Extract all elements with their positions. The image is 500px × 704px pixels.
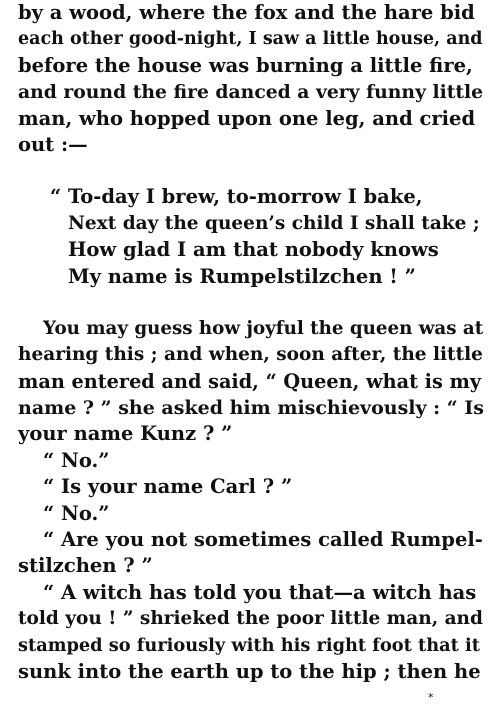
- verse-line: Next day the queen’s child I shall take ;: [68, 212, 480, 234]
- dialogue-line: stilzchen ? ”: [18, 554, 153, 578]
- stanza-gap: [18, 290, 484, 316]
- book-page: [18, 0, 484, 685]
- text-line: each other good-night, I saw a little house, and: [18, 29, 483, 50]
- dialogue-line: “ Is your name Carl ? ”: [43, 475, 293, 499]
- paragraph-2: [18, 316, 484, 448]
- paragraph-3: [18, 580, 484, 686]
- dialogue: [18, 448, 484, 580]
- dialogue-line: “ No.”: [43, 501, 110, 525]
- paragraph-1: [18, 0, 484, 158]
- dialogue-line: “ Are you not sometimes called Rumpel-: [43, 528, 483, 552]
- signature-mark: *: [428, 691, 434, 704]
- stanza-gap: [18, 158, 484, 184]
- text-line: sunk into the earth up to the hip ; then he: [18, 659, 481, 683]
- text-line: before the house was burning a little fire,: [18, 53, 473, 77]
- text-line: You may guess how joyful the queen was at: [43, 317, 484, 339]
- text-line: stamped so furiously with his right foot that it: [18, 634, 480, 656]
- text-line: man entered and said, “ Queen, what is my: [18, 369, 482, 393]
- dialogue-line: “ No.”: [43, 448, 110, 472]
- text-line: out :—: [18, 132, 88, 156]
- text-line: your name Kunz ? ”: [18, 422, 233, 446]
- text-line: by a wood, where the fox and the hare bid: [18, 1, 475, 24]
- text-line: and round the fire danced a very funny little: [18, 81, 484, 104]
- verse-stanza: [18, 184, 484, 290]
- text-line: “ A witch has told you that—a witch has: [43, 580, 477, 604]
- verse-line: My name is Rumpelstilzchen ! ”: [68, 264, 416, 288]
- text-line: name ? ” she asked him mischievously : “ Is: [18, 397, 484, 420]
- text-line: told you ! ” shrieked the poor little man, and: [18, 608, 483, 630]
- text-line: hearing this ; and when, soon after, the little: [18, 344, 483, 366]
- verse-line: “ To-day I brew, to-morrow I bake,: [50, 185, 423, 209]
- verse-line: How glad I am that nobody knows: [68, 238, 439, 262]
- text-line: man, who hopped upon one leg, and cried: [18, 106, 476, 130]
